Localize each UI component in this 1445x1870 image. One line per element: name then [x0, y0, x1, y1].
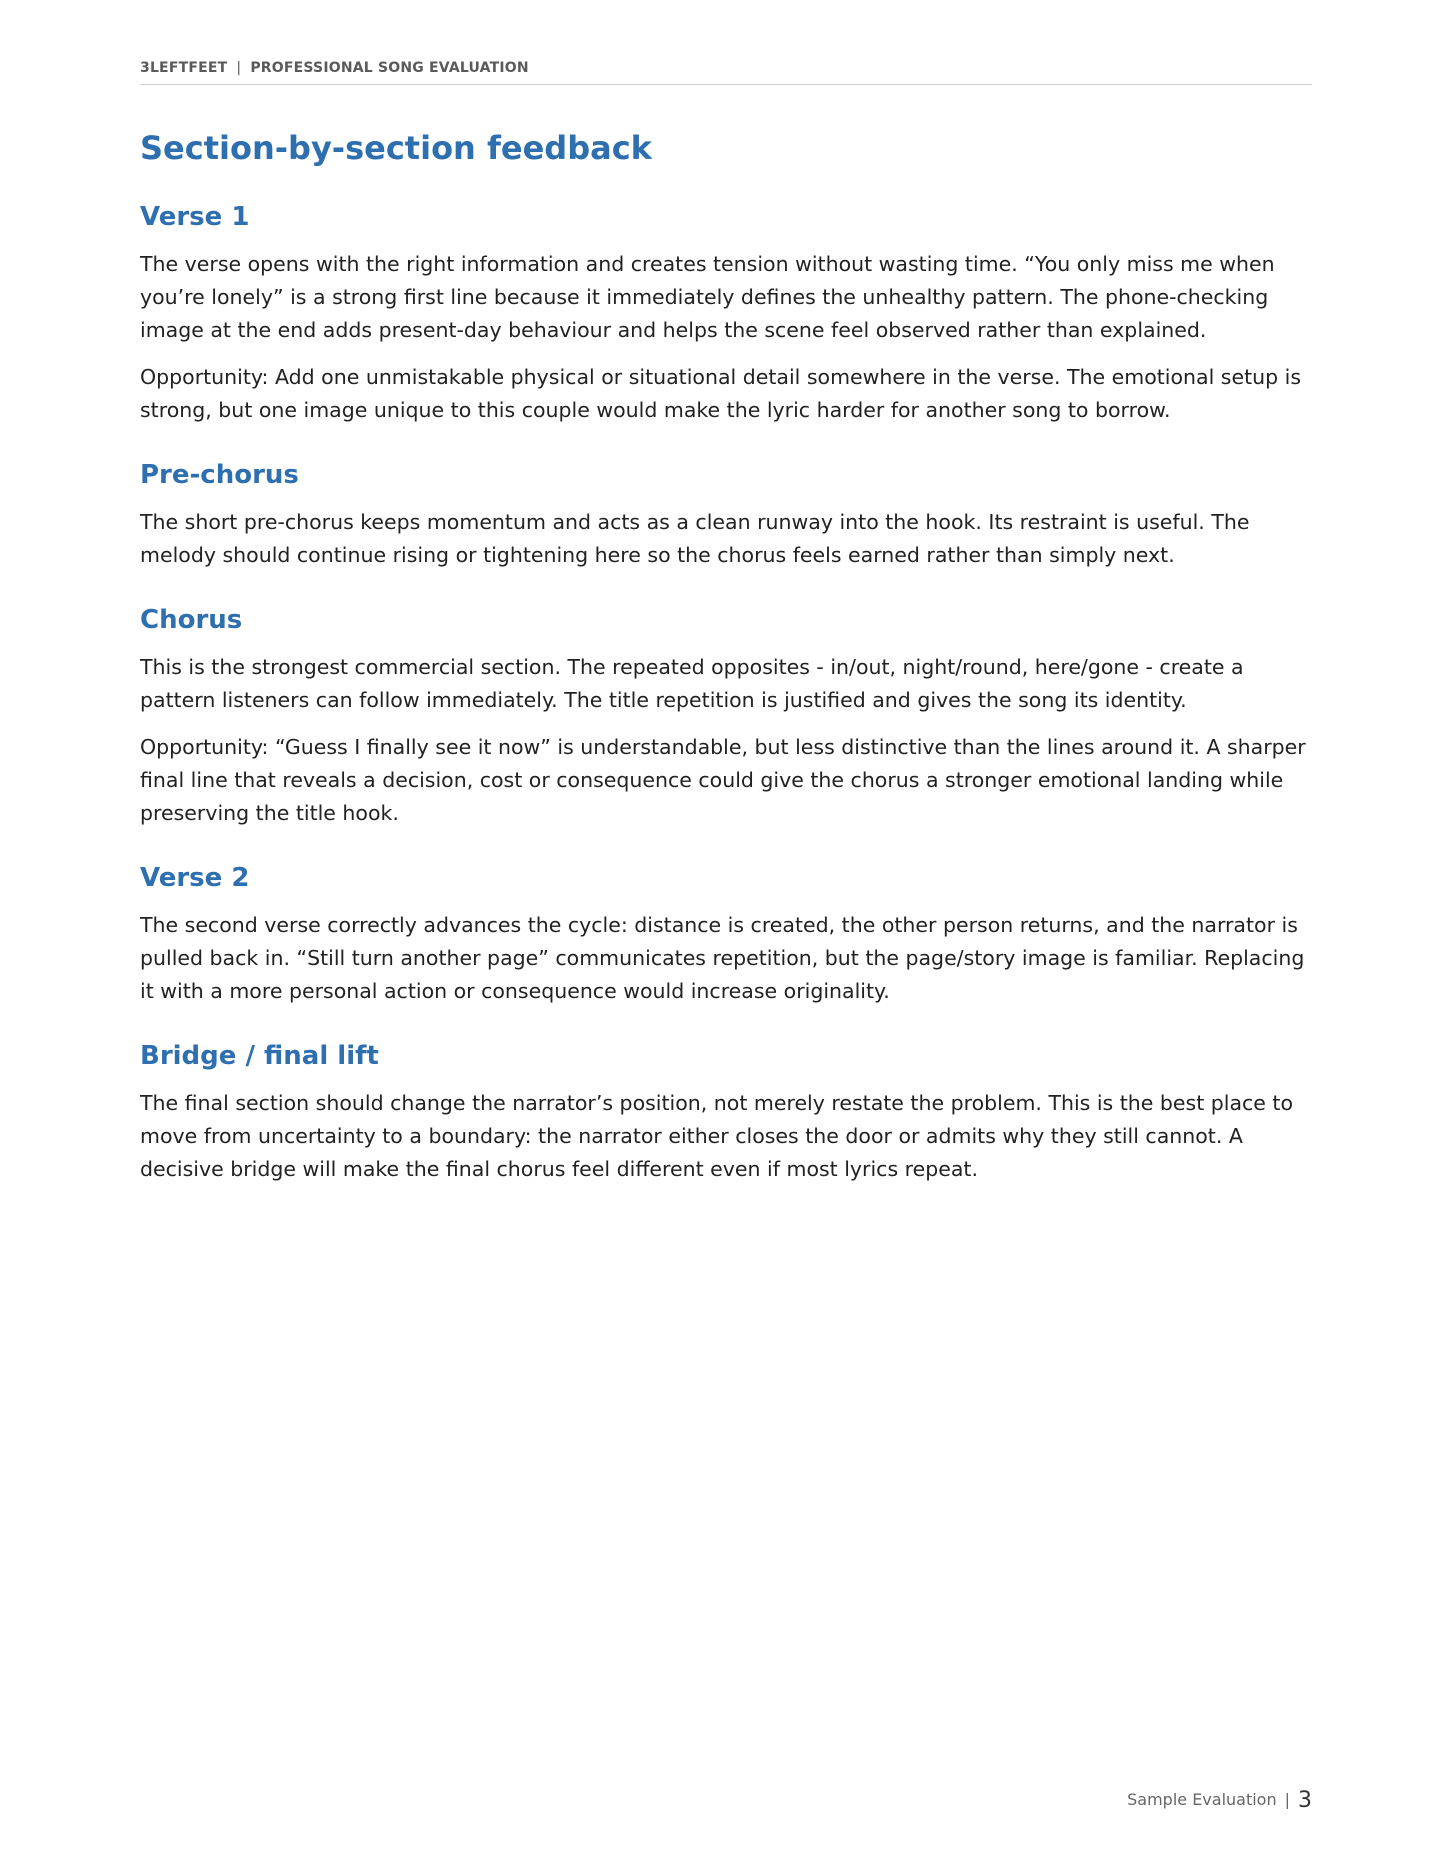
footer-label: Sample Evaluation [1127, 1790, 1277, 1809]
section-heading: Verse 2 [140, 863, 250, 893]
section-paragraph: Opportunity: Add one unmistakable physical or situational detail somewhere in the verse. The emotional setup is strong, but one image unique to this couple would make the lyric harder for another song to borrow. [140, 365, 1302, 422]
section-paragraph: The verse opens with the right information and creates tension without wasting time. “You only miss me when you’re lonely” is a strong first line because it immediately defines the unhealthy pattern. The phone-checking image at the end adds present-day behaviour and helps the scene feel observed rather than explained. [140, 252, 1275, 342]
running-footer [140, 1788, 1312, 1813]
section-heading: Pre-chorus [140, 460, 299, 490]
footer-separator: | [1284, 1790, 1290, 1809]
section-paragraph: The short pre-chorus keeps momentum and acts as a clean runway into the hook. Its restraint is useful. The melody should continue rising or tightening here so the chorus feels earned rather than simply next. [140, 510, 1250, 567]
section-heading: Verse 1 [140, 202, 250, 232]
document-page [140, 0, 1312, 1870]
section-paragraph: This is the strongest commercial section. The repeated opposites - in/out, night/round, here/gone - create a pattern listeners can follow immediately. The title repetition is justified and gives the song its identity. [140, 655, 1244, 712]
section-paragraph: Opportunity: “Guess I finally see it now” is understandable, but less distinctive than the lines around it. A sharper final line that reveals a decision, cost or consequence could give the chorus a stronger emotional landing while preserving the title hook. [140, 735, 1306, 825]
header-separator: | [236, 60, 242, 76]
section-heading: Chorus [140, 605, 243, 635]
header-document-type: PROFESSIONAL SONG EVALUATION [250, 60, 529, 76]
running-header [140, 60, 1312, 85]
section-paragraph: The final section should change the narrator’s position, not merely restate the problem. This is the best place to move from uncertainty to a boundary: the narrator either closes the door or admits why they still cannot. A decisive bridge will make the final chorus feel different even if most lyrics repeat. [140, 1091, 1294, 1181]
page-title: Section-by-section feedback [140, 129, 652, 167]
section-chorus [140, 603, 1312, 830]
page-number: 3 [1298, 1788, 1312, 1813]
section-pre-chorus [140, 458, 1312, 572]
section-bridge-final-lift [140, 1039, 1312, 1186]
header-brand: 3LEFTFEET [140, 60, 228, 76]
document-body [140, 128, 1312, 1200]
section-verse-2 [140, 861, 1312, 1008]
section-paragraph: The second verse correctly advances the cycle: distance is created, the other person returns, and the narrator is pulled back in. “Still turn another page” communicates repetition, but the page/story image is familiar. Replacing it with a more personal action or consequence would increase originality. [140, 913, 1305, 1003]
section-verse-1 [140, 200, 1312, 427]
section-heading: Bridge / final lift [140, 1041, 379, 1071]
